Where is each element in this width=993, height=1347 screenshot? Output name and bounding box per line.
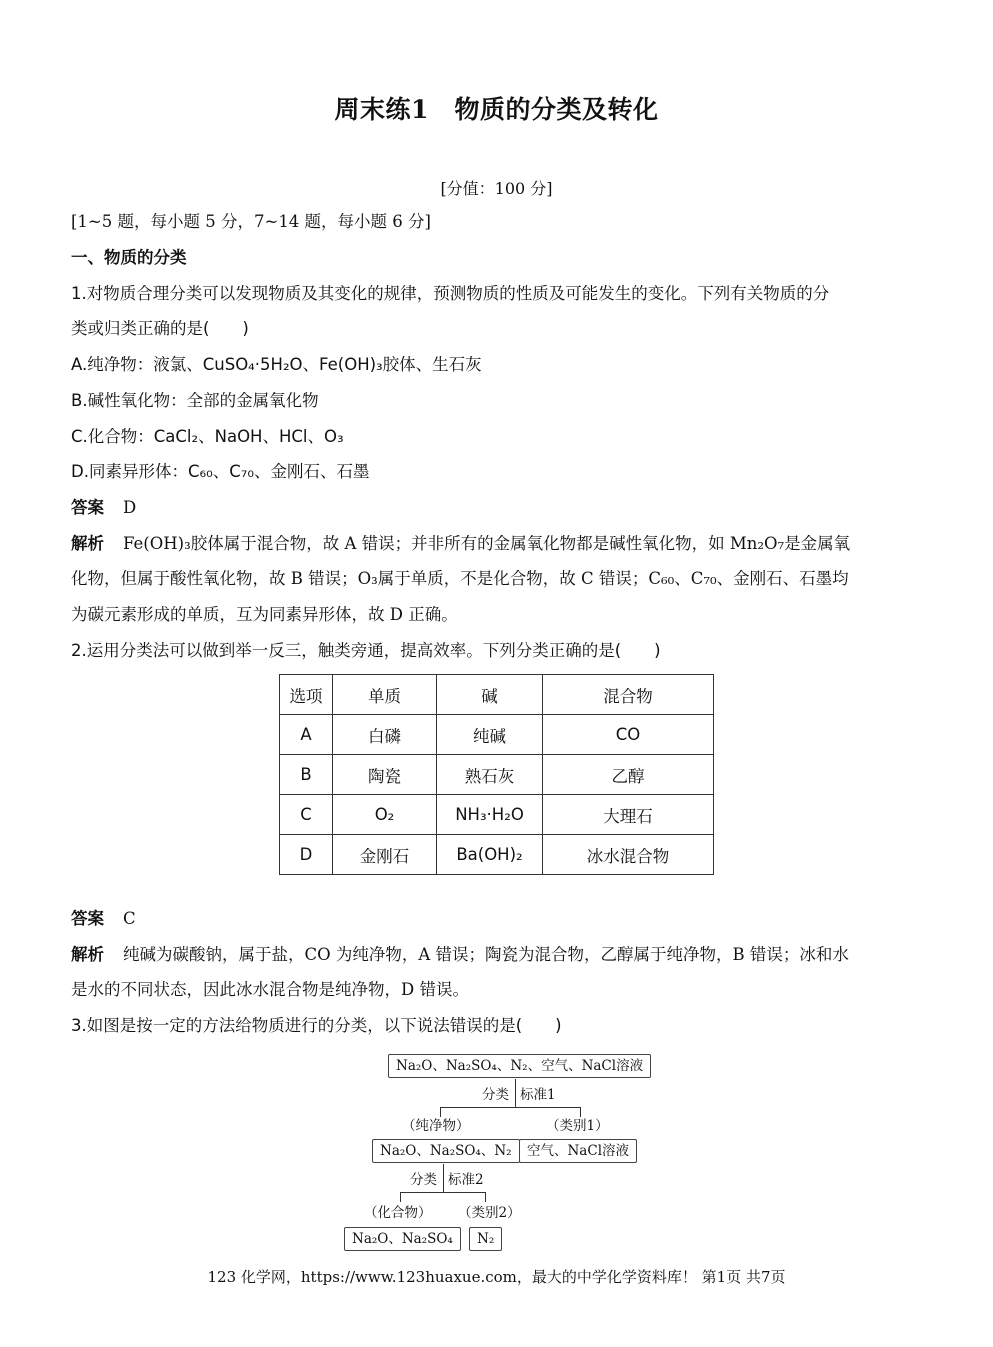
branch-right-label: （类别1） — [546, 1118, 609, 1134]
branch-left-box: Na₂O、Na₂SO₄、N₂ — [372, 1139, 520, 1163]
q1-stem-line1: 1.对物质合理分类可以发现物质及其变化的规律，预测物质的性质及可能发生的变化。下列有关物质的分 — [71, 284, 830, 303]
q1-analysis-line1 — [71, 533, 850, 555]
table-row — [280, 835, 714, 875]
connector-line — [515, 1079, 516, 1107]
answer-value: D — [123, 498, 137, 517]
table-cell: 冰水混合物 — [543, 835, 714, 875]
table-row — [280, 755, 714, 795]
q2-table — [279, 674, 714, 875]
table-cell: B — [280, 755, 333, 795]
score-note: [分值：100 分] — [440, 179, 553, 198]
connector-line — [400, 1192, 401, 1202]
leaf-right-box: N₂ — [469, 1227, 502, 1251]
q1-answer — [71, 497, 136, 519]
diagram-root-box: Na₂O、Na₂SO₄、N₂、空气、NaCl溶液 — [388, 1054, 651, 1078]
analysis-label: 解析 — [71, 534, 104, 553]
branch-left-label: （纯净物） — [402, 1118, 470, 1134]
q1-analysis-line3: 为碳元素形成的单质，互为同素异形体，故 D 正确。 — [71, 605, 458, 624]
table-cell: D — [280, 835, 333, 875]
q1-stem-line2: 类或归类正确的是( ) — [71, 319, 249, 338]
table-header-cell: 混合物 — [543, 675, 714, 715]
section-heading: 一、物质的分类 — [71, 248, 187, 267]
split2-left-label: 分类 — [410, 1172, 437, 1188]
table-cell: Ba(OH)₂ — [437, 835, 543, 875]
table-cell: C — [280, 795, 333, 835]
table-cell: A — [280, 715, 333, 755]
connector-line — [440, 1107, 441, 1117]
connector-line — [443, 1164, 444, 1192]
table-cell: 纯碱 — [437, 715, 543, 755]
split1-right-label: 标准1 — [520, 1087, 556, 1103]
q1-analysis-line2: 化物，但属于酸性氧化物，故 B 错误；O₃属于单质，不是化合物，故 C 错误；C₆₀、C₇₀、金刚石、石墨均 — [71, 569, 849, 588]
answer-label: 答案 — [71, 498, 104, 517]
branch-right-box: 空气、NaCl溶液 — [519, 1139, 637, 1163]
table-cell: 陶瓷 — [333, 755, 437, 795]
table-header-cell: 选项 — [280, 675, 333, 715]
table-cell: 熟石灰 — [437, 755, 543, 795]
scoring-note: [1~5 题，每小题 5 分，7~14 题，每小题 6 分] — [71, 212, 431, 231]
page-title: 周末练1 物质的分类及转化 — [334, 95, 659, 124]
table-cell: 乙醇 — [543, 755, 714, 795]
table-cell: O₂ — [333, 795, 437, 835]
page-footer: 123 化学网，https://www.123huaxue.com，最大的中学化学资料库！ 第1页 共7页 — [207, 1268, 786, 1286]
analysis-text: 纯碱为碳酸钠，属于盐，CO 为纯净物，A 错误；陶瓷为混合物，乙醇属于纯净物，B 错误；冰和水 — [123, 945, 849, 964]
q2-analysis-line1 — [71, 944, 849, 966]
analysis-text: Fe(OH)₃胶体属于混合物，故 A 错误；并非所有的金属氧化物都是碱性氧化物，如 Mn₂O₇是金属氧 — [123, 534, 851, 553]
table-header-cell: 碱 — [437, 675, 543, 715]
table-cell: 金刚石 — [333, 835, 437, 875]
q3-stem: 3.如图是按一定的方法给物质进行的分类，以下说法错误的是( ) — [71, 1016, 562, 1035]
connector-line — [400, 1192, 485, 1193]
table-cell: 大理石 — [543, 795, 714, 835]
connector-line — [485, 1192, 486, 1202]
split1-left-label: 分类 — [482, 1087, 509, 1103]
table-cell: CO — [543, 715, 714, 755]
leaf-left-box: Na₂O、Na₂SO₄ — [344, 1227, 461, 1251]
q1-option-d: D.同素异形体：C₆₀、C₇₀、金刚石、石墨 — [71, 462, 370, 481]
q1-option-c: C.化合物：CaCl₂、NaOH、HCl、O₃ — [71, 427, 344, 446]
leaf-right-label: （类别2） — [458, 1205, 521, 1221]
table-header-row — [280, 675, 714, 715]
q1-option-a: A.纯净物：液氯、CuSO₄·5H₂O、Fe(OH)₃胶体、生石灰 — [71, 355, 482, 374]
answer-label: 答案 — [71, 909, 104, 928]
connector-line — [440, 1107, 580, 1108]
table-row — [280, 715, 714, 755]
q1-option-b: B.碱性氧化物：全部的金属氧化物 — [71, 391, 319, 410]
classification-diagram — [340, 1052, 660, 1257]
table-cell: 白磷 — [333, 715, 437, 755]
table-header-cell: 单质 — [333, 675, 437, 715]
q2-answer — [71, 908, 136, 930]
split2-right-label: 标准2 — [448, 1172, 484, 1188]
q2-analysis-line2: 是水的不同状态，因此冰水混合物是纯净物，D 错误。 — [71, 980, 469, 999]
table-cell: NH₃·H₂O — [437, 795, 543, 835]
table-row — [280, 795, 714, 835]
q2-stem: 2.运用分类法可以做到举一反三，触类旁通，提高效率。下列分类正确的是( ) — [71, 641, 661, 660]
leaf-left-label: （化合物） — [364, 1205, 432, 1221]
connector-line — [580, 1107, 581, 1117]
answer-value: C — [123, 909, 136, 928]
analysis-label: 解析 — [71, 945, 104, 964]
